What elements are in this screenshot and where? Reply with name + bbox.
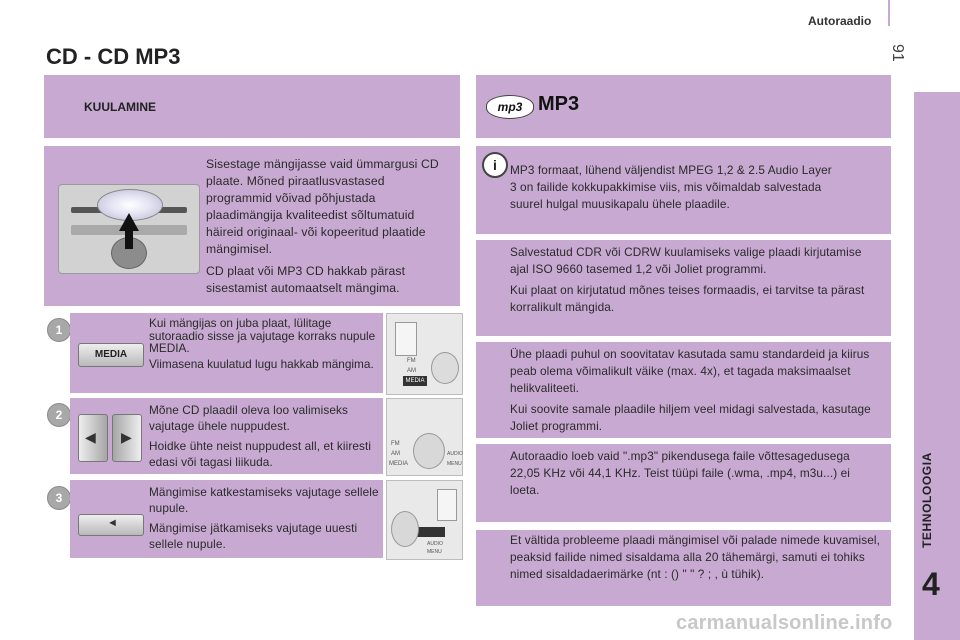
mp3-logo-icon xyxy=(486,95,534,119)
mp3-info-panel xyxy=(476,146,891,234)
step-2-text-2: Hoidke ühte neist nuppudest all, et kiiresti edasi või tagasi liikuda. xyxy=(149,439,372,469)
radio-presets-3 xyxy=(437,489,457,521)
section-title: Autoraadio xyxy=(808,14,872,28)
radio-panel-step-1 xyxy=(386,313,463,395)
mp3-block-4 xyxy=(476,530,891,606)
mp3-heading: MP3 xyxy=(538,93,580,115)
mp3-heading-panel xyxy=(476,75,891,138)
media-button-label: MEDIA xyxy=(94,349,128,360)
mp3-block-2 xyxy=(476,342,891,438)
mute-pause-button xyxy=(78,514,144,536)
radio-knob-3 xyxy=(391,511,419,547)
chevron-left-icon: ◀ xyxy=(85,429,96,445)
next-track-button xyxy=(112,414,142,462)
radio-am-label: AM xyxy=(407,368,416,374)
page-title: CD - CD MP3 xyxy=(46,44,181,69)
step-2-text-1: Mõne CD plaadil oleva loo valimiseks vajutage ühele nuppudest. xyxy=(149,403,348,433)
step-3-panel xyxy=(70,480,383,558)
insert-arrow-icon xyxy=(119,213,139,231)
prev-track-button xyxy=(78,414,108,462)
radio-pause-button xyxy=(417,527,445,537)
mp3-logo-text: mp3 xyxy=(497,100,523,114)
radio-media-label-2: MEDIA xyxy=(389,461,409,467)
mp3-info-text: MP3 formaat, lühend väljendist MPEG 1,2 & 2.5 Audio Layer 3 on failide kokkupakkimise viis, mis võimaldab salvestada suurel hulgal muusikapalu ühele plaadile. xyxy=(510,163,832,211)
side-tab xyxy=(914,92,960,640)
side-tab-label: TEHNOLOOGIA xyxy=(920,452,934,548)
radio-menu-label-3: MENU xyxy=(427,549,442,555)
mp3-block-3-text-1: Autoraadio loeb vaid ".mp3" pikendusega faile võttesagedusega 22,05 KHz või 44,1 KHz. Teist tüüpi faile (.wma, .mp4, m3u...) ei loeta. xyxy=(510,449,851,497)
radio-panel-step-2 xyxy=(386,398,463,476)
step-1-text-1: Kui mängijas on juba plaat, lülitage sutoraadio sisse ja vajutage korraks nupule MEDIA. xyxy=(149,316,376,355)
chevron-right-icon: ▶ xyxy=(121,429,132,445)
step-number-2: 2 xyxy=(47,403,71,427)
chapter-number: 4 xyxy=(922,566,940,602)
mp3-block-3 xyxy=(476,444,891,522)
radio-knob-2 xyxy=(413,433,445,469)
listening-heading-panel xyxy=(44,75,460,138)
step-number-3: 3 xyxy=(47,486,71,510)
radio-fm-label: FM xyxy=(407,358,416,364)
info-icon: i xyxy=(482,152,508,178)
footer-watermark[interactable]: carmanualsonline.info xyxy=(676,612,893,634)
header-divider xyxy=(888,0,890,26)
mp3-block-1-text-1: Salvestatud CDR või CDRW kuulamiseks valige plaadi kirjutamise ajal ISO 9660 tasemed 1,2 või Joliet programmi. xyxy=(510,245,862,276)
radio-fm-label-2: FM xyxy=(391,441,400,447)
radio-media-label: MEDIA xyxy=(405,378,425,384)
intro-paragraph-1: Sisestage mängijasse vaid ümmargusi CD plaate. Mõned piraatlusvastased programmid võivad põhjustada plaadimängija kvaliteedist sõltumatuid häireid originaal- või kopeeritud plaatide mängimisel. xyxy=(206,157,439,256)
mp3-block-1-text-2: Kui plaat on kirjutatud mõnes teises formaadis, ei tarvitse ta pärast korralikult mängida. xyxy=(510,283,865,314)
mute-icon: ◄ xyxy=(107,517,118,529)
step-1-text-2: Viimasena kuulatud lugu hakkab mängima. xyxy=(149,356,374,371)
mp3-block-2-text-2: Kui soovite samale plaadile hiljem veel midagi salvestada, kasutage Joliet programmi. xyxy=(510,402,871,433)
mp3-block-2-text-1: Ühe plaadi puhul on soovitatav kasutada samu standardeid ja kiirus peab olema võimalikult väike (max. 4x), et tagada maksimaalset helikvaliteeti. xyxy=(510,347,870,395)
radio-am-label-2: AM xyxy=(391,451,400,457)
page-number: 91 xyxy=(889,44,906,62)
radio-media-button xyxy=(403,376,427,386)
radio-presets xyxy=(395,322,417,356)
mp3-block-4-text-1: Et vältida probleeme plaadi mängimisel või palade nimede kuvamisel, peaksid failide nimed sisaldama alla 20 tähemärgi, samuti ei tohiks nimed sisaldadaerimärke (nt : () " " ? ; , ù tühik). xyxy=(510,533,880,581)
radio-panel-step-3 xyxy=(386,480,463,560)
step-2-panel xyxy=(70,398,383,474)
step-3-text-2: Mängimise jätkamiseks vajutage uuesti sellele nupule. xyxy=(149,521,358,551)
intro-panel xyxy=(44,146,460,306)
radio-audio-label: AUDIO xyxy=(447,451,463,457)
radio-menu-label: MENU xyxy=(447,461,462,467)
intro-paragraph-2: CD plaat või MP3 CD hakkab pärast sisestamist automaatselt mängima. xyxy=(206,264,406,295)
step-1-panel xyxy=(70,313,383,393)
listening-heading: KUULAMINE xyxy=(84,100,156,114)
media-button xyxy=(78,343,144,367)
insert-arrow-shaft xyxy=(125,231,133,249)
cd-player-illustration xyxy=(58,184,200,274)
radio-audio-label-3: AUDIO xyxy=(427,541,443,547)
step-number-1: 1 xyxy=(47,318,71,342)
step-3-text-1: Mängimise katkestamiseks vajutage sellele nupule. xyxy=(149,485,379,515)
radio-knob xyxy=(431,352,459,384)
mp3-block-1 xyxy=(476,240,891,336)
